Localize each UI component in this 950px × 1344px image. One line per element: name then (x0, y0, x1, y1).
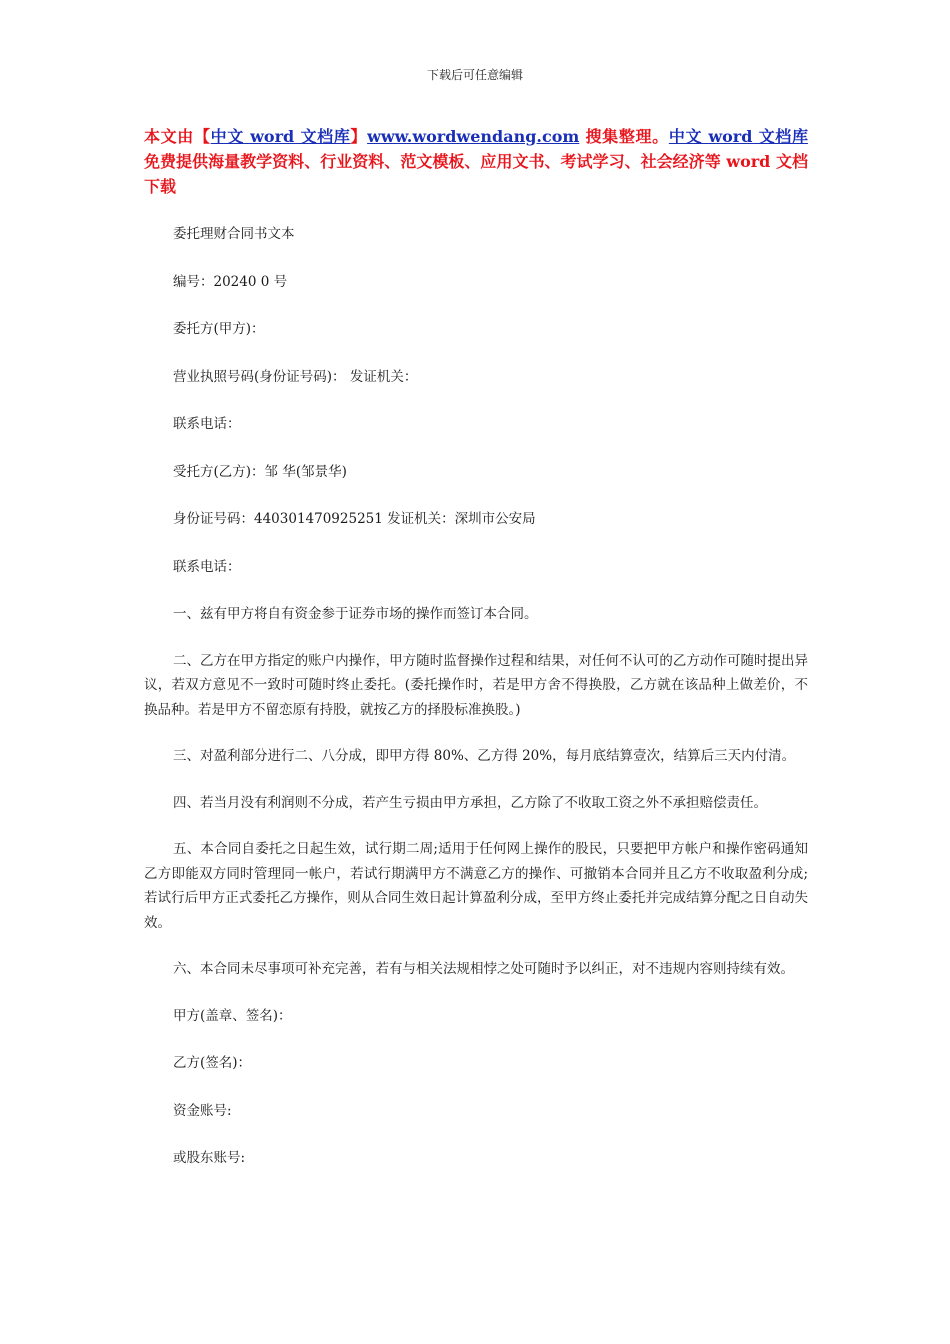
banner-text-4: 免费提供海量教学资料、行业资料、范文模板、应用文书、考试学习、社会经济等 word 文档下载 (144, 152, 808, 196)
document-body (144, 222, 808, 1171)
banner-link-library[interactable]: 中文 word 文档库 (210, 127, 351, 146)
signature-party-a: 甲方(盖章、签名)： (173, 1007, 292, 1024)
shareholder-account-line: 或股东账号: (173, 1150, 246, 1166)
party-a-license-line: 营业执照号码(身份证号码)： 发证机关： (173, 368, 418, 385)
banner-link-library-2[interactable]: 中文 word 文档库 (668, 127, 808, 146)
page-header-note: 下载后可任意编辑 (426, 68, 523, 82)
clause-1: 一、兹有甲方将自有资金参于证券市场的操作而签订本合同。 (173, 606, 538, 622)
source-banner (144, 124, 808, 199)
clause-3: 三、对盈利部分进行二、八分成，即甲方得 80%、乙方得 20%，每月底结算壹次，结算后三天内付清。 (173, 748, 796, 764)
banner-text-2: 】 (350, 127, 368, 146)
banner-text-3: 搜集整理。 (579, 127, 669, 146)
clause-5: 五、本合同自委托之日起生效，试行期二周;适用于任何网上操作的股民，只要把甲方帐户和操作密码通知乙方即能双方同时管理同一帐户，若试行期满甲方不满意乙方的操作、可撤销本合同并且乙方不收取盈利分成;若试行后甲方正式委托乙方操作，则从合同生效日起计算盈利分成，至甲方终止委托并完成结算分配之日自动失效。 (144, 841, 808, 931)
document-number: 编号：20240 0 号 (173, 273, 288, 290)
document-title: 委托理财合同书文本 (173, 226, 295, 242)
clause-6: 六、本合同未尽事项可补充完善，若有与相关法规相悖之处可随时予以纠正，对不违规内容则持续有效。 (173, 961, 794, 977)
fund-account-line: 资金账号: (173, 1102, 232, 1119)
party-b-line: 受托方(乙方)：邹 华(邹景华) (173, 463, 347, 480)
party-a-line: 委托方(甲方)： (173, 321, 265, 337)
party-a-phone-line: 联系电话： (173, 416, 241, 432)
clause-2: 二、乙方在甲方指定的账户内操作，甲方随时监督操作过程和结果，对任何不认可的乙方动作可随时提出异议，若双方意见不一致时可随时终止委托。(委托操作时，若是甲方舍不得换股，乙方就在该品种上做差价，不换品种。若是甲方不留恋原有持股，就按乙方的择股标准换股。) (144, 652, 808, 718)
banner-text-1: 本文由【 (144, 127, 211, 146)
banner-link-website[interactable]: www.wordwendang.com (367, 127, 580, 146)
signature-party-b: 乙方(签名)： (173, 1055, 252, 1071)
party-b-phone-line: 联系电话： (173, 558, 241, 575)
party-b-id-line: 身份证号码：440301470925251 发证机关：深圳市公安局 (173, 511, 536, 527)
clause-4: 四、若当月没有利润则不分成，若产生亏损由甲方承担，乙方除了不收取工资之外不承担赔偿责任。 (173, 794, 767, 811)
